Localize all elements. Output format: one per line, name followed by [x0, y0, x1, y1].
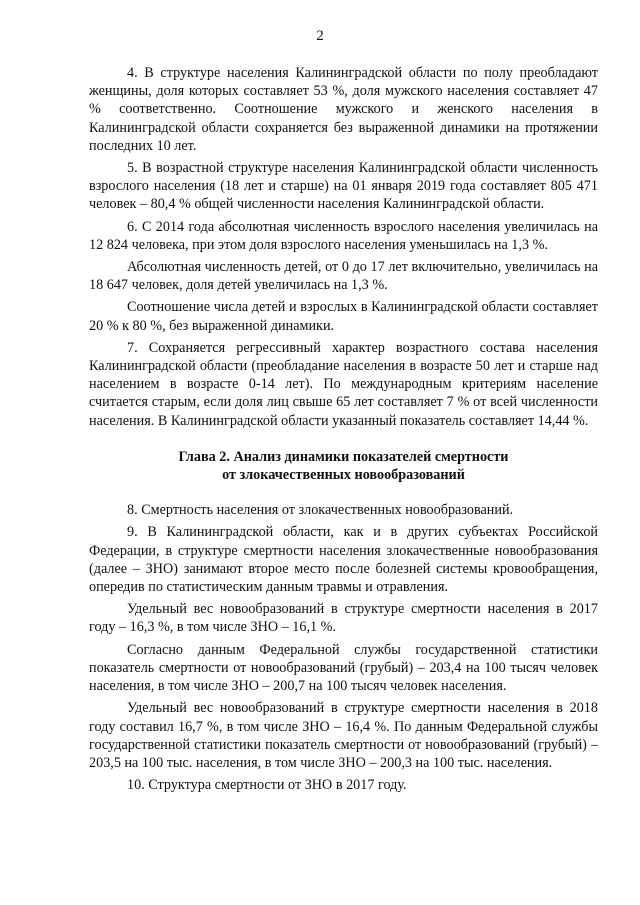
page-number: 2: [316, 28, 324, 44]
paragraph-5-age-structure: 5. В возрастной структуре населения Калининградской области численность взрослого населения (18 лет и старше) на 01 января 2019 года составляет 805 471 человек – 80,4 % общей численности населения Калининградской области.: [89, 160, 598, 213]
chapter-heading-line2: от злокачественных новообразований: [222, 467, 465, 484]
paragraph-6-adult-population: 6. С 2014 года абсолютная численность взрослого населения увеличилась на 12 824 человека, при этом доля взрослого населения уменьшилась на 1,3 %.: [89, 218, 598, 253]
paragraph-share-2017: Удельный вес новообразований в структуре смертности населения в 2017 году – 16,3 %, в том числе ЗНО – 16,1 %.: [89, 601, 598, 636]
paragraph-rosstat-2017: Согласно данным Федеральной службы государственной статистики показатель смертности от новообразований (грубый) – 203,4 на 100 тысяч человек населения, в том числе ЗНО – 200,7 на 100 тысяч человек населения.: [89, 641, 598, 695]
chapter-heading: [89, 448, 598, 484]
paragraph-10-structure: 10. Структура смертности от ЗНО в 2017 году.: [127, 777, 407, 794]
paragraph-4-sex-structure: 4. В структуре населения Калининградской области по полу преобладают женщины, доля которых составляет 53 %, доля мужского населения составляет 47 % соответственно. Соотношение мужского и женского населения в Калининградской области сохраняется без выраженной динамики на протяжении последних 10 лет.: [89, 65, 598, 154]
paragraph-9-second-place: 9. В Калининградской области, как и в других субъектах Российской Федерации, в структуре смертности населения злокачественные новообразования (далее – ЗНО) занимают второе место после болезней системы кровообращения, опередив по статистическим данным травмы и отравления.: [89, 524, 598, 596]
paragraph-share-2018: Удельный вес новообразований в структуре смертности населения в 2018 году составил 16,7 %, в том числе ЗНО – 16,4 %. По данным Федеральной службы государственной статистики показатель смертности от новообразований (грубый) – 203,5 на 100 тыс. населения, в том числе ЗНО – 200,3 на 100 тыс. населения.: [89, 700, 598, 771]
paragraph-children-count: Абсолютная численность детей, от 0 до 17 лет включительно, увеличилась на 18 647 человек, доля детей увеличилась на 1,3 %.: [89, 259, 598, 294]
paragraph-7-regressive-structure: 7. Сохраняется регрессивный характер возрастного состава населения Калининградской области (преобладание населения в возрасте 50 лет и старше над населением в возрасте 0-14 лет). По международным критериям население считается старым, если доля лиц свыше 65 лет составляет 7 % от всей численности населения. В Калининградской области указанный показатель составляет 14,44 %.: [89, 339, 598, 429]
paragraph-8-mortality: 8. Смертность населения от злокачественных новообразований.: [127, 502, 514, 519]
chapter-heading-line1: Глава 2. Анализ динамики показателей смертности: [178, 448, 509, 465]
paragraph-children-adult-ratio: Соотношение числа детей и взрослых в Калининградской области составляет 20 % к 80 %, без выраженной динамики.: [89, 299, 598, 334]
document-body: [89, 64, 598, 794]
